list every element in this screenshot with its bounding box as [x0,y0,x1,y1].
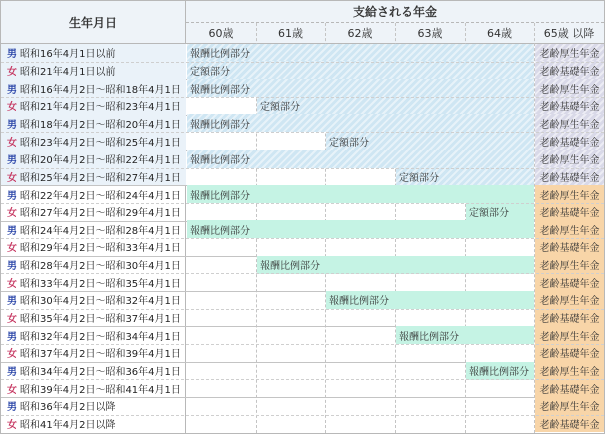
female-marker: 女 [7,102,17,114]
proportional-bar: 報酬比例部分 [396,326,534,344]
female-birth-range: 昭和25年4月2日〜昭和27年4月1日 [20,172,181,184]
male-birth-range: 昭和28年4月2日〜昭和30年4月1日 [20,261,181,273]
old-age-basic-bar: 老齢基礎年金 [535,379,604,397]
fixed-bar: 定額部分 [466,203,534,221]
old-age-welfare-bar: 老齢厚生年金 [535,397,604,415]
old-age-welfare-bar: 老齢厚生年金 [535,256,604,274]
birth-date-male [1,256,186,274]
female-birth-range: 昭和41年4月2日以降 [20,419,116,431]
old-age-basic-bar: 老齢基礎年金 [535,61,604,79]
birth-date-female [1,168,186,186]
proportional-bar: 報酬比例部分 [187,185,534,203]
female-marker: 女 [7,278,17,290]
old-age-basic-bar: 老齢基礎年金 [535,97,604,115]
proportional-bar: 報酬比例部分 [187,79,534,97]
female-marker: 女 [7,66,17,78]
old-age-welfare-bar: 老齢厚生年金 [535,291,604,309]
age-header-0: 60歳 [186,23,256,44]
male-birth-range: 昭和36年4月2日以降 [20,402,116,414]
birth-date-female [1,238,186,256]
proportional-bar: 報酬比例部分 [187,220,534,238]
fixed-bar: 定額部分 [396,167,534,185]
male-marker: 男 [7,402,17,414]
birth-date-female [1,273,186,291]
female-marker: 女 [7,349,17,361]
female-birth-range: 昭和29年4月2日〜昭和33年4月1日 [20,243,181,255]
old-age-basic-bar: 老齢基礎年金 [535,167,604,185]
male-birth-range: 昭和32年4月2日〜昭和34年4月1日 [20,331,181,343]
sub-row-divider [1,415,604,416]
female-marker: 女 [7,172,17,184]
female-birth-range: 昭和21年4月1日以前 [20,66,116,78]
birth-date-female [1,415,186,433]
old-age-welfare-bar: 老齢厚生年金 [535,114,604,132]
sub-row-divider [1,379,604,380]
proportional-bar: 報酬比例部分 [187,114,534,132]
fixed-bar: 定額部分 [326,132,534,150]
sub-row-divider [1,168,604,169]
female-marker: 女 [7,419,17,431]
proportional-bar: 報酬比例部分 [187,44,534,62]
female-marker: 女 [7,384,17,396]
male-marker: 男 [7,225,17,237]
age-header-4: 64歳 [465,23,534,44]
proportional-bar: 報酬比例部分 [466,362,534,380]
male-marker: 男 [7,296,17,308]
male-birth-range: 昭和20年4月2日〜昭和22年4月1日 [20,155,181,167]
birth-date-male [1,185,186,203]
old-age-welfare-bar: 老齢厚生年金 [535,326,604,344]
birth-date-male [1,397,186,415]
old-age-welfare-bar: 老齢厚生年金 [535,362,604,380]
male-marker: 男 [7,190,17,202]
male-birth-range: 昭和34年4月2日〜昭和36年4月1日 [20,367,181,378]
female-marker: 女 [7,314,17,326]
birth-date-male [1,44,186,62]
sub-row-divider [1,203,604,204]
male-marker: 男 [7,119,17,131]
male-birth-range: 昭和30年4月2日〜昭和32年4月1日 [20,296,181,308]
birth-date-female [1,203,186,221]
old-age-welfare-bar: 老齢厚生年金 [535,44,604,62]
birth-date-male [1,221,186,239]
old-age-welfare-bar: 老齢厚生年金 [535,185,604,203]
male-marker: 男 [7,155,17,167]
female-marker: 女 [7,243,17,255]
birth-date-female [1,97,186,115]
female-marker: 女 [7,137,17,149]
birth-date-female [1,62,186,80]
birth-date-female [1,132,186,150]
male-marker: 男 [7,367,17,378]
sub-row-divider [1,273,604,274]
age-header-3: 63歳 [395,23,465,44]
old-age-basic-bar: 老齢基礎年金 [535,273,604,291]
old-age-basic-bar: 老齢基礎年金 [535,203,604,221]
age-header-2: 62歳 [325,23,395,44]
proportional-bar: 報酬比例部分 [257,256,534,274]
female-birth-range: 昭和37年4月2日〜昭和39年4月1日 [20,349,181,361]
old-age-basic-bar: 老齢基礎年金 [535,414,604,432]
old-age-welfare-bar: 老齢厚生年金 [535,79,604,97]
sub-row-divider [1,344,604,345]
old-age-basic-bar: 老齢基礎年金 [535,238,604,256]
male-birth-range: 昭和22年4月2日〜昭和24年4月1日 [20,190,181,202]
male-birth-range: 昭和16年4月2日〜昭和18年4月1日 [20,84,181,96]
birth-date-female [1,379,186,397]
male-marker: 男 [7,84,17,96]
female-marker: 女 [7,208,17,220]
birth-date-female [1,309,186,327]
old-age-welfare-bar: 老齢厚生年金 [535,220,604,238]
sub-row-divider [1,238,604,239]
sub-row-divider [1,62,604,63]
fixed-bar: 定額部分 [257,97,534,115]
female-birth-range: 昭和33年4月2日〜昭和35年4月1日 [20,278,181,290]
male-birth-range: 昭和18年4月2日〜昭和20年4月1日 [20,119,181,131]
sub-row-divider [1,309,604,310]
male-marker: 男 [7,331,17,343]
fixed-bar: 定額部分 [187,61,534,79]
old-age-welfare-bar: 老齢厚生年金 [535,150,604,168]
male-birth-range: 昭和24年4月2日〜昭和28年4月1日 [20,225,181,237]
birth-date-male [1,362,186,380]
proportional-bar: 報酬比例部分 [326,291,534,309]
female-birth-range: 昭和21年4月2日〜昭和23年4月1日 [20,102,181,114]
female-birth-range: 昭和27年4月2日〜昭和29年4月1日 [20,208,181,220]
sub-row-divider [1,97,604,98]
birth-date-male [1,291,186,309]
female-birth-range: 昭和23年4月2日〜昭和25年4月1日 [20,137,181,149]
female-birth-range: 昭和35年4月2日〜昭和37年4月1日 [20,314,181,326]
male-marker: 男 [7,49,17,61]
age-header-5: 65歳 以降 [534,23,604,44]
sub-row-divider [1,132,604,133]
old-age-basic-bar: 老齢基礎年金 [535,132,604,150]
old-age-basic-bar: 老齢基礎年金 [535,309,604,327]
male-birth-range: 昭和16年4月1日以前 [20,49,116,61]
old-age-basic-bar: 老齢基礎年金 [535,344,604,362]
birth-date-male [1,115,186,133]
age-header-1: 61歳 [256,23,325,44]
birth-date-male [1,79,186,97]
birth-date-male [1,326,186,344]
birth-date-header: 生年月日 [1,1,186,44]
male-marker: 男 [7,261,17,273]
birth-date-female [1,344,186,362]
birth-date-male [1,150,186,168]
pension-title-header: 支給される年金 [186,1,604,23]
proportional-bar: 報酬比例部分 [187,150,534,168]
female-birth-range: 昭和39年4月2日〜昭和41年4月1日 [20,384,181,396]
